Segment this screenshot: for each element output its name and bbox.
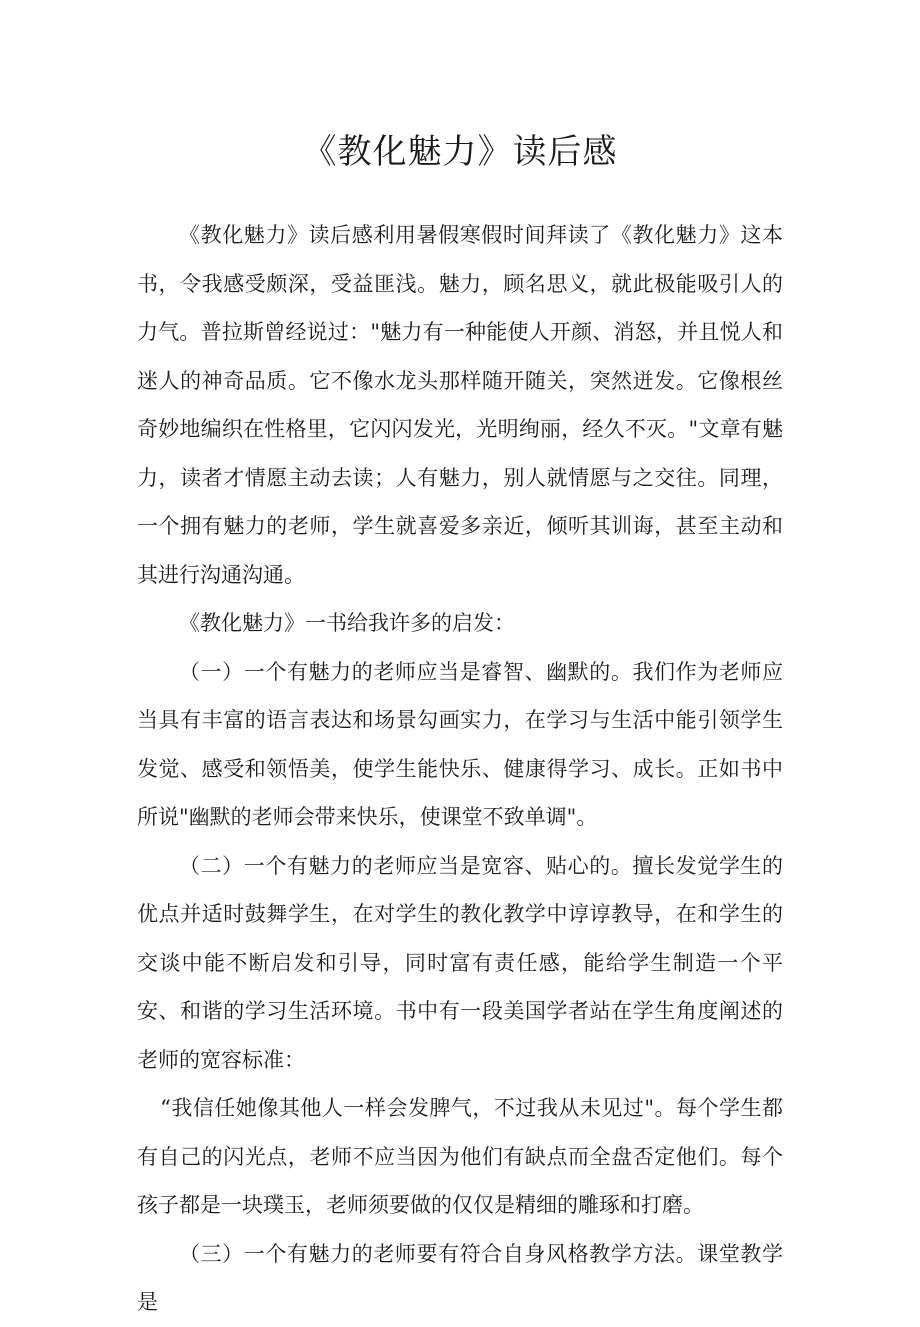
paragraph-quote: “我信任她像其他人一样会发脾气，不过我从未见过"。每个学生都有自己的闪光点，老师不应当因为他们有缺点而全盘否定他们。每个孩子都是一块璞玉，老师须要做的仅仅是精细的雕琢和打磨。 <box>137 1096 783 1217</box>
paragraph-intro: 《教化魅力》读后感利用暑假寒假时间拜读了《教化魅力》这本书，令我感受颇深，受益匪浅。魅力，顾名思义，就此极能吸引人的力气。普拉斯曾经说过："魅力有一种能使人开颜、消怒，并且悦人和迷人的神奇品质。它不像水龙头那样随开随关，突然迸发。它像根丝奇妙地编织在性格里，它闪闪发光，光明绚丽，经久不灭。"文章有魅力，读者才情愿主动去读；人有魅力，别人就情愿与之交往。同理，一个拥有魅力的老师，学生就喜爱多亲近，倾听其训诲，甚至主动和其进行沟通沟通。 <box>137 223 783 587</box>
paragraph-point-three: （三）一个有魅力的老师要有符合自身风格教学方法。课堂教学是 <box>137 1241 783 1314</box>
paragraph-point-one: （一）一个有魅力的老师应当是睿智、幽默的。我们作为老师应当具有丰富的语言表达和场景勾画实力，在学习与生活中能引领学生发觉、感受和领悟美，使学生能快乐、健康得学习、成长。正如书中所说"幽默的老师会带来快乐，使课堂不致单调"。 <box>137 659 783 829</box>
paragraph-inspiration-lead: 《教化魅力》一书给我许多的启发： <box>179 611 515 635</box>
document-title: 《教化魅力》读后感 <box>302 132 618 172</box>
paragraph-point-two: （二）一个有魅力的老师应当是宽容、贴心的。擅长发觉学生的优点并适时鼓舞学生，在对学生的教化教学中谆谆教导，在和学生的交谈中能不断启发和引导，同时富有责任感，能给学生制造一个平安、和谐的学习生活环境。书中有一段美国学者站在学生角度阐述的老师的宽容标准： <box>137 853 783 1072</box>
document-body <box>137 211 783 1327</box>
